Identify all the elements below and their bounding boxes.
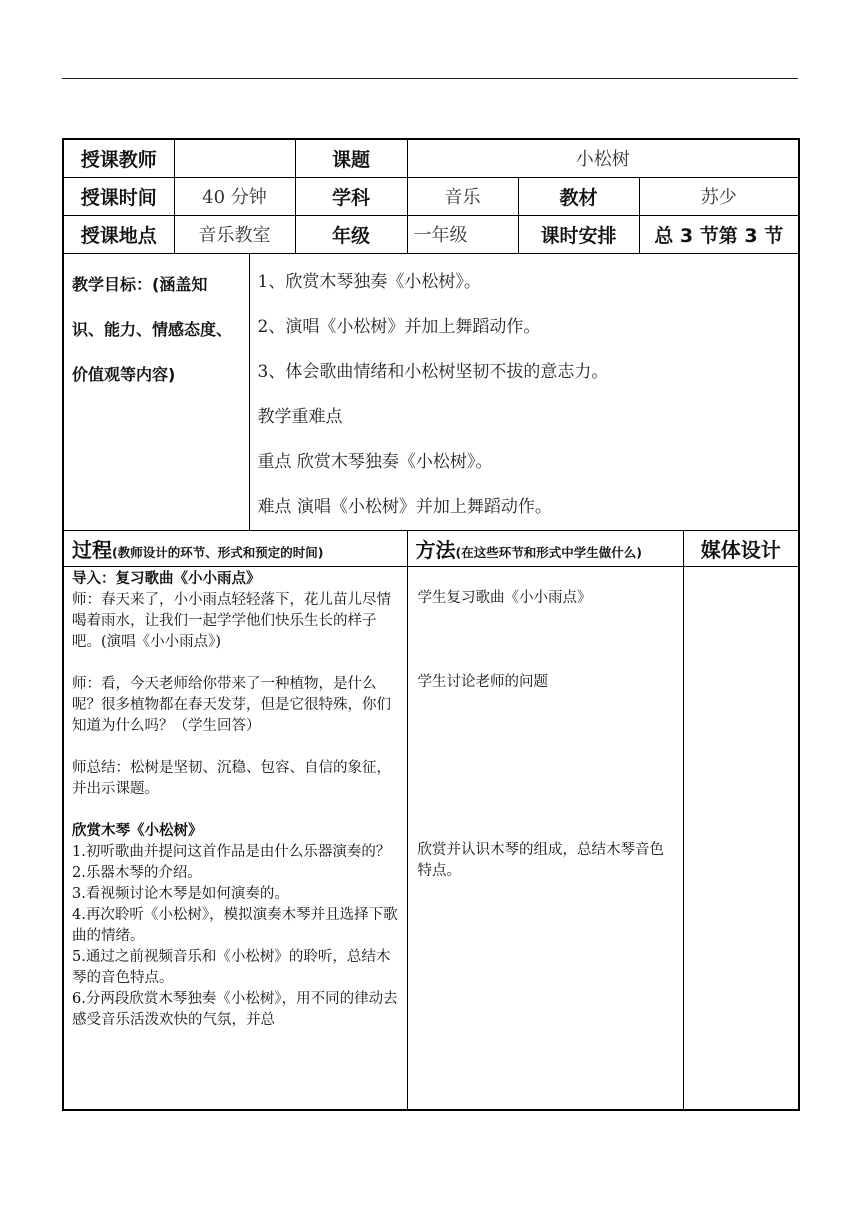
grade-value: 一年级: [407, 215, 518, 253]
method-header-title: 方法: [415, 537, 456, 562]
section-header-row: [63, 530, 799, 566]
goals-label-line: 教学目标：(涵盖知: [72, 274, 208, 294]
intro-text: 师：春天来了，小小雨点轻轻落下，花儿苗儿尽情喝着雨水，让我们一起学学他们快乐生长的样子吧。(演唱《小小雨点》): [72, 591, 391, 650]
goals-label-line: 识、能力、情感态度、: [72, 319, 233, 339]
topic-label: 课题: [295, 139, 407, 177]
time-value: 40 分钟: [174, 177, 295, 215]
place-value: 音乐教室: [174, 215, 295, 253]
process-header-title: 过程: [72, 537, 112, 562]
method-item: 学生复习歌曲《小小雨点》: [417, 589, 592, 606]
question-text: 师：看，今天老师给你带来了一种植物，是什么呢？很多植物都在春天发芽，但是它很特殊，你们知道为什么吗？（学生回答）: [72, 675, 391, 734]
difficult-point: 难点 演唱《小松树》并加上舞蹈动作。: [257, 496, 552, 517]
process-header-note: (教师设计的环节、形式和预定的时间): [112, 544, 324, 560]
info-row-time: [63, 177, 799, 215]
teacher-label: 授课教师: [63, 139, 174, 177]
grade-label: 年级: [295, 215, 407, 253]
method-cell: [407, 566, 683, 1110]
listen-step: 4.再次聆听《小松树》，模拟演奏木琴并且选择下歌曲的情绪。: [72, 906, 398, 944]
key-difficulty-heading: 教学重难点: [257, 406, 343, 427]
summary-text: 师总结：松树是坚韧、沉稳、包容、自信的象征，并出示课题。: [72, 759, 391, 797]
media-header: 媒体设计: [683, 530, 799, 566]
goal-item: 3、体会歌曲情绪和小松树坚韧不拔的意志力。: [257, 361, 609, 382]
process-header: [63, 530, 407, 566]
listen-step: 5.通过之前视频音乐和《小松树》的聆听，总结木琴的音色特点。: [72, 948, 391, 986]
teacher-value: [174, 139, 295, 177]
schedule-label: 课时安排: [518, 215, 639, 253]
time-label: 授课时间: [63, 177, 174, 215]
listen-step: 3.看视频讨论木琴是如何演奏的。: [72, 885, 289, 902]
schedule-value: 总 3 节第 3 节: [639, 215, 799, 253]
info-row-place: [63, 215, 799, 253]
textbook-value: 苏少: [639, 177, 799, 215]
method-item: 学生讨论老师的问题: [417, 673, 548, 690]
listen-step: 2.乐器木琴的介绍。: [72, 864, 202, 881]
lesson-plan-sheet: [62, 138, 798, 1111]
goal-item: 1、欣赏木琴独奏《小松树》。: [257, 271, 481, 292]
goals-label: [63, 253, 249, 530]
method-item: 欣赏并认识木琴的组成，总结木琴音色特点。: [417, 841, 664, 879]
process-body-row: [63, 566, 799, 1110]
header-rule: [62, 78, 798, 79]
subject-value: 音乐: [407, 177, 518, 215]
listen-step: 6.分两段欣赏木琴独奏《小松树》，用不同的律动去感受音乐活泼欢快的气氛，并总: [72, 990, 398, 1028]
goal-item: 2、演唱《小松树》并加上舞蹈动作。: [257, 316, 541, 337]
process-cell: [63, 566, 407, 1110]
goals-row: [63, 253, 799, 530]
topic-value: 小松树: [407, 139, 799, 177]
intro-title: 导入：复习歌曲《小小雨点》: [72, 570, 261, 587]
listen-step: 1.初听歌曲并提问这首作品是由什么乐器演奏的？: [72, 843, 391, 860]
listen-title: 欣赏木琴《小松树》: [72, 822, 203, 839]
method-header-note: (在这些环节和形式中学生做什么): [455, 544, 642, 560]
textbook-label: 教材: [518, 177, 639, 215]
info-row-teacher: [63, 139, 799, 177]
method-header: [407, 530, 683, 566]
goals-content: [249, 253, 799, 530]
place-label: 授课地点: [63, 215, 174, 253]
key-point: 重点 欣赏木琴独奏《小松树》。: [257, 451, 493, 472]
subject-label: 学科: [295, 177, 407, 215]
goals-label-line: 价值观等内容): [72, 364, 176, 384]
lesson-plan-table: [62, 138, 800, 1111]
media-cell: [683, 566, 799, 1110]
